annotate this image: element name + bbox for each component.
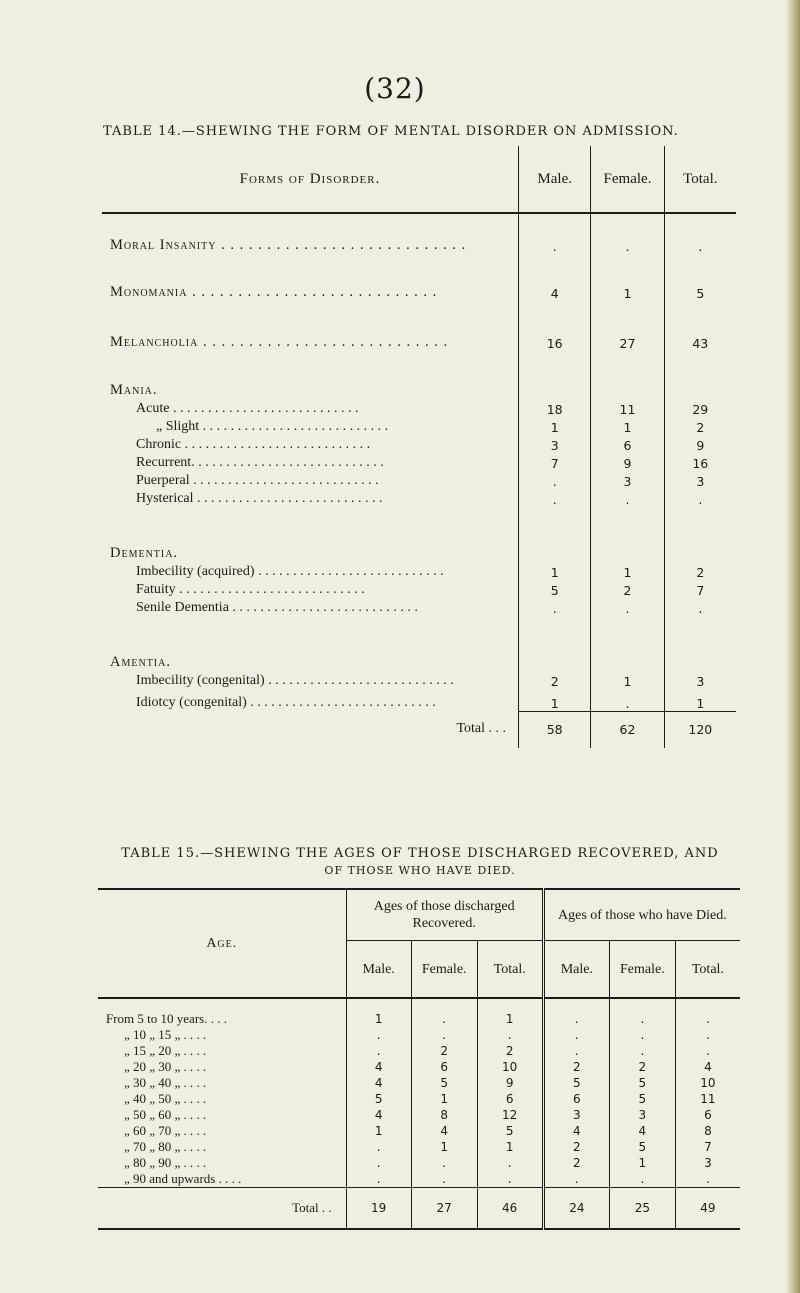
table15-caption-line1: TABLE 15.—SHEWING THE AGES OF THOSE DISCHARGED RECOVERED, AND — [121, 846, 719, 861]
cell-rec-male: . — [346, 1043, 411, 1059]
cell-died-male: 4 — [543, 1123, 609, 1139]
header-died-female: Female. — [609, 941, 675, 999]
total-rec-female: 27 — [411, 1188, 477, 1230]
row-label: „ 15 „ 20 „ . . . . — [124, 1043, 207, 1058]
cell-female: 27 — [591, 301, 664, 351]
leader-dots — [198, 334, 448, 350]
cell-male: 3 — [519, 435, 591, 453]
total-label: Total . . . — [456, 721, 507, 737]
table-row — [102, 453, 736, 471]
cell-rec-total: 10 — [477, 1059, 543, 1075]
header-died-total: Total. — [675, 941, 740, 999]
leader-dots — [190, 473, 379, 488]
cell-male: 18 — [519, 399, 591, 417]
cell-died-total: 6 — [675, 1107, 740, 1123]
row-label: Imbecility (congenital) — [136, 673, 265, 688]
cell-total: . — [664, 489, 736, 507]
table-row — [102, 689, 736, 711]
row-label: „ 80 „ 90 „ . . . . — [124, 1155, 207, 1170]
cell-rec-male: . — [346, 1027, 411, 1043]
cell-male: . — [519, 598, 591, 616]
total-label: Total . . — [98, 1188, 346, 1230]
cell-male: 7 — [519, 453, 591, 471]
cell-rec-female: 2 — [411, 1043, 477, 1059]
cell-rec-female: 1 — [411, 1091, 477, 1107]
cell-rec-total: 12 — [477, 1107, 543, 1123]
row-label: „ 60 „ 70 „ . . . . — [124, 1123, 207, 1138]
table15-caption — [100, 845, 740, 879]
cell-rec-total: . — [477, 1155, 543, 1171]
cell-female: 1 — [591, 562, 664, 580]
cell-died-male: . — [543, 1171, 609, 1188]
cell-died-male: 2 — [543, 1139, 609, 1155]
total-died-male: 24 — [543, 1188, 609, 1230]
cell-died-total: . — [675, 998, 740, 1027]
table-row — [102, 417, 736, 435]
total-rec-male: 19 — [346, 1188, 411, 1230]
cell-died-total: 7 — [675, 1139, 740, 1155]
table-row — [102, 399, 736, 417]
cell-died-male: 6 — [543, 1091, 609, 1107]
cell-rec-male: 4 — [346, 1059, 411, 1075]
table14-caption: TABLE 14.—SHEWING THE FORM OF MENTAL DISORDER ON ADMISSION. — [103, 124, 679, 139]
page-number: (32) — [364, 72, 426, 105]
cell-died-female: . — [609, 998, 675, 1027]
table-row — [98, 1027, 740, 1043]
total-died-female: 25 — [609, 1188, 675, 1230]
cell-male: 16 — [519, 301, 591, 351]
cell-died-male: . — [543, 1027, 609, 1043]
table-row — [102, 489, 736, 507]
cell-rec-female: 1 — [411, 1139, 477, 1155]
cell-rec-total: . — [477, 1171, 543, 1188]
leader-dots — [176, 582, 365, 597]
cell-died-female: 1 — [609, 1155, 675, 1171]
cell-female: 9 — [591, 453, 664, 471]
table-row — [102, 254, 736, 301]
cell-total: . — [664, 213, 736, 254]
table-row — [98, 998, 740, 1027]
cell-died-total: 3 — [675, 1155, 740, 1171]
cell-male: 1 — [519, 562, 591, 580]
cell-total: 5 — [664, 254, 736, 301]
total-total: 120 — [664, 711, 736, 748]
row-label: Chronic — [136, 437, 182, 452]
table14-header-row — [102, 146, 736, 213]
row-label: Imbecility (acquired) — [136, 564, 255, 579]
total-died-total: 49 — [675, 1188, 740, 1230]
row-label: „ 30 „ 40 „ . . . . — [124, 1075, 207, 1090]
cell-male: 4 — [519, 254, 591, 301]
cell-male: 2 — [519, 671, 591, 689]
table-row — [98, 1059, 740, 1075]
cell-total: 7 — [664, 580, 736, 598]
cell-died-female: . — [609, 1043, 675, 1059]
header-female: Female. — [591, 146, 664, 213]
table-row — [102, 471, 736, 489]
total-rec-total: 46 — [477, 1188, 543, 1230]
leader-dots — [187, 284, 437, 300]
cell-female: 1 — [591, 254, 664, 301]
cell-rec-total: 5 — [477, 1123, 543, 1139]
leader-dots — [247, 695, 436, 710]
table15-body — [98, 998, 740, 1229]
row-label: Recurrent. — [136, 455, 195, 470]
table14 — [102, 146, 736, 748]
cell-female: 3 — [591, 471, 664, 489]
total-female: 62 — [591, 711, 664, 748]
cell-died-female: 5 — [609, 1139, 675, 1155]
row-label: Idiotcy (congenital) — [136, 695, 247, 710]
table-row — [98, 1139, 740, 1155]
total-row — [98, 1188, 740, 1230]
cell-female: . — [591, 689, 664, 711]
cell-rec-female: . — [411, 1155, 477, 1171]
cell-died-male: 2 — [543, 1059, 609, 1075]
cell-female: . — [591, 598, 664, 616]
row-label: „ 10 „ 15 „ . . . . — [124, 1027, 207, 1042]
cell-died-male: 3 — [543, 1107, 609, 1123]
cell-rec-female: 6 — [411, 1059, 477, 1075]
cell-died-female: 3 — [609, 1107, 675, 1123]
cell-rec-total: 1 — [477, 1139, 543, 1155]
row-label: Senile Dementia — [136, 600, 229, 615]
cell-total: 2 — [664, 417, 736, 435]
table-row — [102, 213, 736, 254]
leader-dots — [195, 455, 384, 470]
cell-total: 2 — [664, 562, 736, 580]
cell-died-total: . — [675, 1043, 740, 1059]
leader-dots — [265, 673, 454, 688]
total-row — [102, 711, 736, 748]
row-label: „ Slight — [156, 419, 200, 434]
page-edge — [786, 0, 800, 1293]
table-row — [98, 1155, 740, 1171]
cell-rec-male: 1 — [346, 998, 411, 1027]
cell-male: 1 — [519, 417, 591, 435]
row-label: Monomania — [110, 284, 188, 300]
header-total: Total. — [664, 146, 736, 213]
table-row — [102, 435, 736, 453]
header-age: Age. — [98, 889, 346, 998]
table-row — [102, 351, 736, 399]
leader-dots — [216, 237, 466, 253]
row-label: Melancholia — [110, 334, 199, 350]
cell-rec-male: . — [346, 1155, 411, 1171]
cell-died-male: 5 — [543, 1075, 609, 1091]
table15-caption-line2: OF THOSE WHO HAVE DIED. — [324, 864, 516, 877]
cell-rec-male: 4 — [346, 1075, 411, 1091]
table-row — [98, 1075, 740, 1091]
cell-rec-male: 4 — [346, 1107, 411, 1123]
cell-died-female: 5 — [609, 1075, 675, 1091]
cell-died-female: 4 — [609, 1123, 675, 1139]
cell-total: 16 — [664, 453, 736, 471]
cell-total: . — [664, 598, 736, 616]
cell-male: . — [519, 489, 591, 507]
cell-died-male: 2 — [543, 1155, 609, 1171]
header-forms-of-disorder: Forms of Disorder. — [102, 146, 519, 213]
cell-rec-total: 2 — [477, 1043, 543, 1059]
cell-female: . — [591, 489, 664, 507]
table-row — [102, 671, 736, 689]
cell-rec-total: 9 — [477, 1075, 543, 1091]
row-label: Moral Insanity — [110, 237, 217, 253]
cell-rec-male: 1 — [346, 1123, 411, 1139]
cell-died-female: 5 — [609, 1091, 675, 1107]
header-rec-total: Total. — [477, 941, 543, 999]
cell-rec-female: 8 — [411, 1107, 477, 1123]
cell-female: 1 — [591, 417, 664, 435]
row-label: „ 50 „ 60 „ . . . . — [124, 1107, 207, 1122]
table-row — [98, 1171, 740, 1188]
header-recovered: Ages of those discharged Recovered. — [346, 889, 543, 941]
row-label: Mania. — [110, 382, 158, 398]
header-died: Ages of those who have Died. — [543, 889, 740, 941]
cell-rec-total: . — [477, 1027, 543, 1043]
header-died-male: Male. — [543, 941, 609, 999]
row-label: Fatuity — [136, 582, 176, 597]
leader-dots — [229, 600, 418, 615]
table-row — [102, 616, 736, 671]
row-label: „ 20 „ 30 „ . . . . — [124, 1059, 207, 1074]
header-rec-female: Female. — [411, 941, 477, 999]
cell-male: . — [519, 471, 591, 489]
row-label: Acute — [136, 401, 170, 416]
row-label: „ 90 and upwards . . . . — [124, 1171, 242, 1186]
table15 — [98, 888, 740, 1230]
row-label: Puerperal — [136, 473, 190, 488]
cell-rec-male: . — [346, 1171, 411, 1188]
cell-died-total: . — [675, 1171, 740, 1188]
leader-dots — [181, 437, 370, 452]
header-rec-male: Male. — [346, 941, 411, 999]
cell-total: 3 — [664, 671, 736, 689]
row-label: „ 70 „ 80 „ . . . . — [124, 1139, 207, 1154]
row-label: Hysterical — [136, 491, 194, 506]
cell-rec-female: 4 — [411, 1123, 477, 1139]
total-male: 58 — [519, 711, 591, 748]
cell-female: 11 — [591, 399, 664, 417]
cell-total: 3 — [664, 471, 736, 489]
table-row — [102, 301, 736, 351]
header-male: Male. — [519, 146, 591, 213]
cell-female: . — [591, 213, 664, 254]
cell-died-total: . — [675, 1027, 740, 1043]
table-row — [98, 1043, 740, 1059]
cell-female: 2 — [591, 580, 664, 598]
cell-rec-female: . — [411, 1171, 477, 1188]
row-label: „ 40 „ 50 „ . . . . — [124, 1091, 207, 1106]
leader-dots — [199, 419, 388, 434]
row-label: From 5 to 10 years. . . . — [106, 1011, 227, 1026]
cell-died-female: 2 — [609, 1059, 675, 1075]
cell-rec-total: 6 — [477, 1091, 543, 1107]
table-row — [102, 580, 736, 598]
cell-total: 9 — [664, 435, 736, 453]
table-row — [102, 562, 736, 580]
cell-died-female: . — [609, 1027, 675, 1043]
cell-total: 1 — [664, 689, 736, 711]
cell-died-male: . — [543, 1043, 609, 1059]
cell-died-total: 11 — [675, 1091, 740, 1107]
cell-died-female: . — [609, 1171, 675, 1188]
cell-male: 5 — [519, 580, 591, 598]
cell-male: 1 — [519, 689, 591, 711]
cell-female: 1 — [591, 671, 664, 689]
cell-total: 29 — [664, 399, 736, 417]
cell-rec-female: . — [411, 1027, 477, 1043]
leader-dots — [255, 564, 444, 579]
cell-male: . — [519, 213, 591, 254]
cell-rec-male: . — [346, 1139, 411, 1155]
leader-dots — [194, 491, 383, 506]
leader-dots — [169, 401, 358, 416]
table-row — [98, 1123, 740, 1139]
table-row — [102, 507, 736, 562]
table-row — [98, 1091, 740, 1107]
cell-rec-male: 5 — [346, 1091, 411, 1107]
cell-died-male: . — [543, 998, 609, 1027]
cell-died-total: 8 — [675, 1123, 740, 1139]
cell-died-total: 10 — [675, 1075, 740, 1091]
table15-header-row — [98, 889, 740, 941]
table-row — [102, 598, 736, 616]
row-label: Amentia. — [110, 654, 171, 670]
table-row — [98, 1107, 740, 1123]
cell-rec-total: 1 — [477, 998, 543, 1027]
cell-total: 43 — [664, 301, 736, 351]
row-label: Dementia. — [110, 545, 179, 561]
cell-female: 6 — [591, 435, 664, 453]
cell-rec-female: 5 — [411, 1075, 477, 1091]
cell-died-total: 4 — [675, 1059, 740, 1075]
cell-rec-female: . — [411, 998, 477, 1027]
